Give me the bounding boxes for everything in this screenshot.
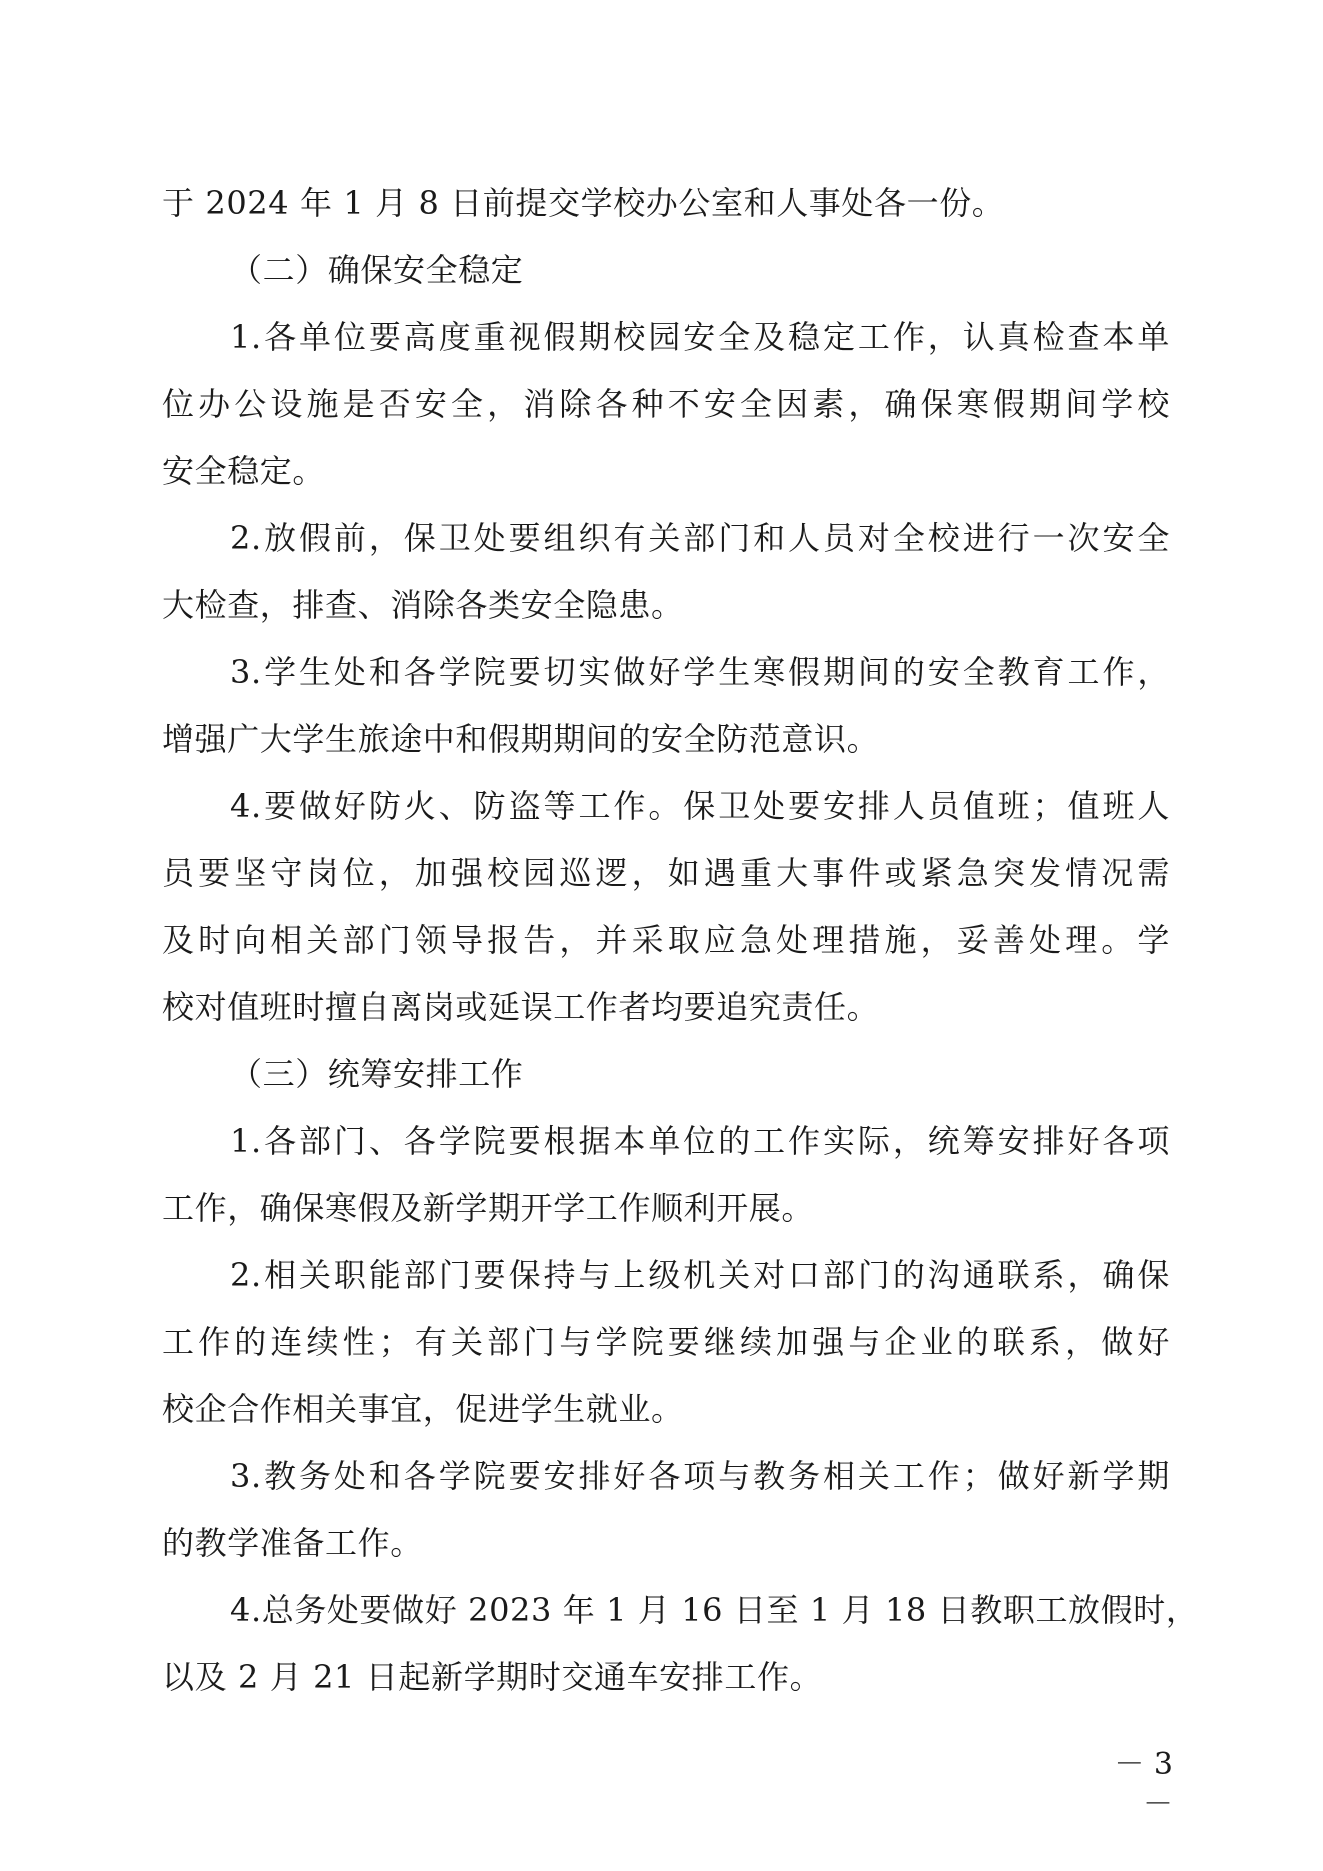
page-number: － 3 －: [1114, 1747, 1173, 1822]
paragraph-line: 校企合作相关事宜，促进学生就业。: [162, 1390, 684, 1428]
paragraph-line: 于 2024 年 1 月 8 日前提交学校办公室和人事处各一份。: [162, 184, 1005, 222]
paragraph-line: 以及 2 月 21 日起新学期时交通车安排工作。: [162, 1658, 823, 1696]
paragraph-line: 3.学生处和各学院要切实做好学生寒假期间的安全教育工作，: [230, 653, 1170, 691]
paragraph-line: 及时向相关部门领导报告，并采取应急处理措施，妥善处理。学: [162, 921, 1170, 959]
paragraph-line: 工作，确保寒假及新学期开学工作顺利开展。: [162, 1189, 815, 1227]
paragraph-line: 员要坚守岗位，加强校园巡逻，如遇重大事件或紧急突发情况需: [162, 854, 1170, 892]
paragraph-line: 2.相关职能部门要保持与上级机关对口部门的沟通联系，确保: [230, 1256, 1170, 1294]
paragraph-line: 的教学准备工作。: [162, 1524, 423, 1562]
paragraph-line: 1.各部门、各学院要根据本单位的工作实际，统筹安排好各项: [230, 1122, 1170, 1160]
paragraph-line: 2.放假前，保卫处要组织有关部门和人员对全校进行一次安全: [230, 519, 1170, 557]
section-heading-two: （二）确保安全稳定: [230, 251, 524, 289]
paragraph-line: 安全稳定。: [162, 452, 326, 490]
paragraph-line: 位办公设施是否安全，消除各种不安全因素，确保寒假期间学校: [162, 385, 1170, 423]
paragraph-line: 4.总务处要做好 2023 年 1 月 16 日至 1 月 18 日教职工放假时，: [230, 1591, 1199, 1629]
paragraph-line: 工作的连续性；有关部门与学院要继续加强与企业的联系，做好: [162, 1323, 1170, 1361]
paragraph-line: 增强广大学生旅途中和假期期间的安全防范意识。: [162, 720, 880, 758]
paragraph-line: 3.教务处和各学院要安排好各项与教务相关工作；做好新学期: [230, 1457, 1170, 1495]
document-body: [162, 170, 1199, 1711]
paragraph-line: 1.各单位要高度重视假期校园安全及稳定工作，认真检查本单: [230, 318, 1170, 356]
paragraph-line: 4.要做好防火、防盗等工作。保卫处要安排人员值班；值班人: [230, 787, 1170, 825]
section-heading-three: （三）统筹安排工作: [230, 1055, 524, 1093]
paragraph-line: 大检查，排查、消除各类安全隐患。: [162, 586, 684, 624]
paragraph-line: 校对值班时擅自离岗或延误工作者均要追究责任。: [162, 988, 880, 1026]
